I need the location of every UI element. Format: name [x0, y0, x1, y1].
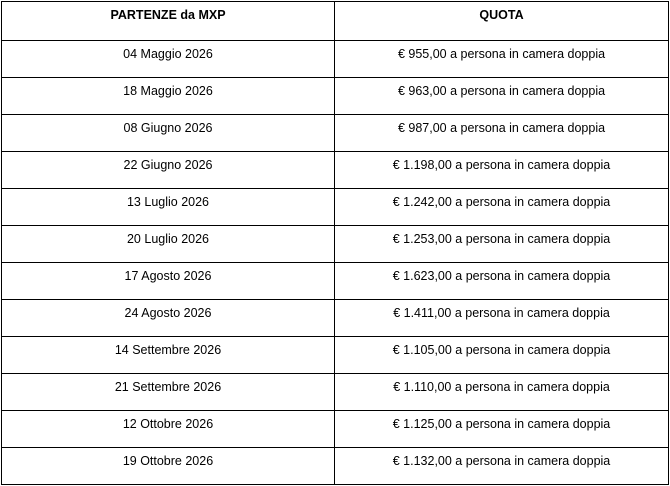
- table-row: [2, 189, 669, 226]
- departure-date-cell: 19 Ottobre 2026: [2, 448, 335, 485]
- price-cell: € 1.623,00 a persona in camera doppia: [335, 263, 669, 300]
- table-row: [2, 448, 669, 485]
- table-row: [2, 115, 669, 152]
- departure-date-cell: 13 Luglio 2026: [2, 189, 335, 226]
- price-cell: € 1.110,00 a persona in camera doppia: [335, 374, 669, 411]
- price-cell: € 1.125,00 a persona in camera doppia: [335, 411, 669, 448]
- price-cell: € 955,00 a persona in camera doppia: [335, 41, 669, 78]
- table-row: [2, 41, 669, 78]
- departure-date-cell: 14 Settembre 2026: [2, 337, 335, 374]
- table-row: [2, 374, 669, 411]
- table-row: [2, 152, 669, 189]
- table-body: [2, 41, 669, 485]
- departure-date-cell: 08 Giugno 2026: [2, 115, 335, 152]
- departure-date-cell: 20 Luglio 2026: [2, 226, 335, 263]
- departure-date-cell: 17 Agosto 2026: [2, 263, 335, 300]
- price-cell: € 963,00 a persona in camera doppia: [335, 78, 669, 115]
- departure-date-cell: 04 Maggio 2026: [2, 41, 335, 78]
- table-row: [2, 300, 669, 337]
- price-cell: € 1.253,00 a persona in camera doppia: [335, 226, 669, 263]
- departure-date-cell: 21 Settembre 2026: [2, 374, 335, 411]
- table-row: [2, 78, 669, 115]
- table-row: [2, 226, 669, 263]
- table-row: [2, 337, 669, 374]
- price-cell: € 1.198,00 a persona in camera doppia: [335, 152, 669, 189]
- departure-date-cell: 24 Agosto 2026: [2, 300, 335, 337]
- table-row: [2, 263, 669, 300]
- price-cell: € 1.242,00 a persona in camera doppia: [335, 189, 669, 226]
- price-cell: € 1.132,00 a persona in camera doppia: [335, 448, 669, 485]
- price-cell: € 1.105,00 a persona in camera doppia: [335, 337, 669, 374]
- departure-date-cell: 12 Ottobre 2026: [2, 411, 335, 448]
- table-header-row: [2, 2, 669, 41]
- price-cell: € 987,00 a persona in camera doppia: [335, 115, 669, 152]
- header-departure: PARTENZE da MXP: [2, 2, 335, 41]
- table-row: [2, 411, 669, 448]
- header-price: QUOTA: [335, 2, 669, 41]
- departure-date-cell: 22 Giugno 2026: [2, 152, 335, 189]
- price-cell: € 1.411,00 a persona in camera doppia: [335, 300, 669, 337]
- departure-date-cell: 18 Maggio 2026: [2, 78, 335, 115]
- departure-price-table: [1, 1, 669, 485]
